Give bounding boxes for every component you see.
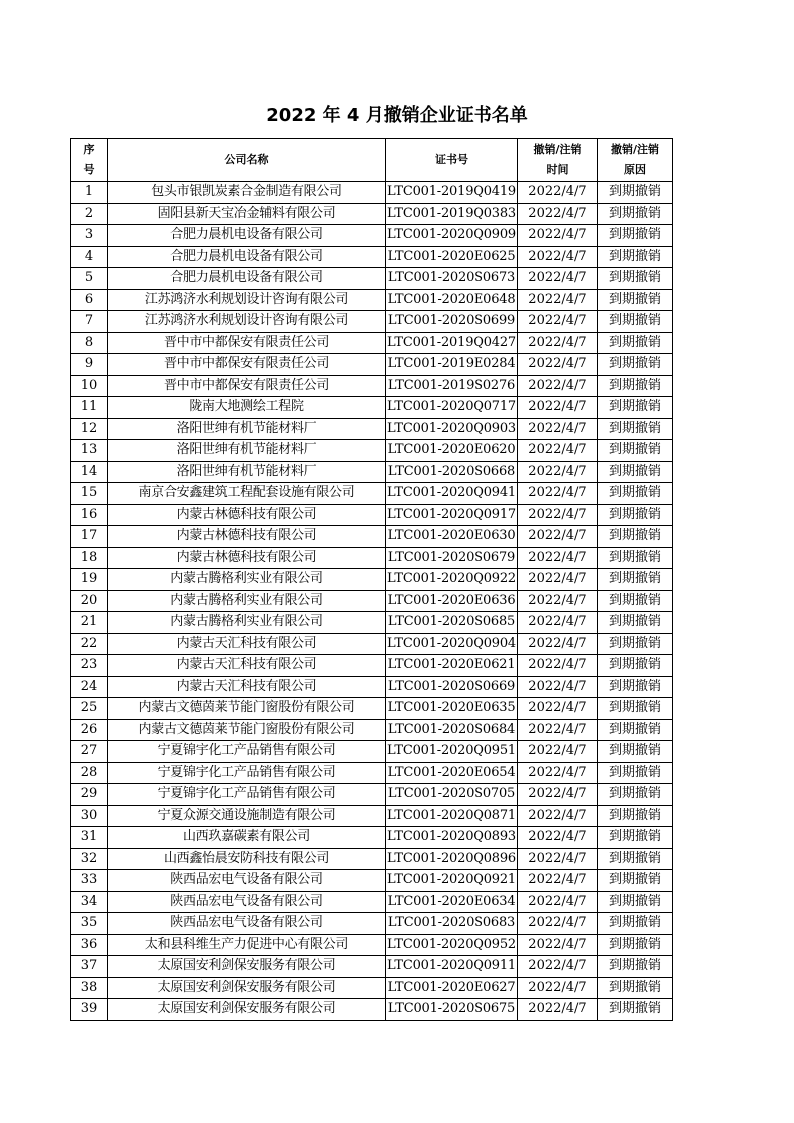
- table-row: [71, 246, 673, 268]
- cell-cert: LTC001-2020S0683: [386, 913, 518, 935]
- cell-reason: 到期撤销: [598, 311, 673, 333]
- cell-reason: 到期撤销: [598, 590, 673, 612]
- cell-company: 包头市银凯炭素合金制造有限公司: [108, 182, 386, 204]
- cell-reason: 到期撤销: [598, 934, 673, 956]
- table-row: [71, 762, 673, 784]
- cell-date: 2022/4/7: [518, 225, 598, 247]
- cell-seq: 36: [71, 934, 108, 956]
- cell-cert: LTC001-2019Q0419: [386, 182, 518, 204]
- cell-date: 2022/4/7: [518, 676, 598, 698]
- cell-date: 2022/4/7: [518, 827, 598, 849]
- cell-seq: 37: [71, 956, 108, 978]
- cell-company: 陇南大地测绘工程院: [108, 397, 386, 419]
- table-row: [71, 354, 673, 376]
- cell-seq: 7: [71, 311, 108, 333]
- cell-reason: 到期撤销: [598, 268, 673, 290]
- cell-date: 2022/4/7: [518, 633, 598, 655]
- table-row: [71, 655, 673, 677]
- cell-seq: 38: [71, 977, 108, 999]
- cell-seq: 1: [71, 182, 108, 204]
- table-row: [71, 676, 673, 698]
- cell-seq: 15: [71, 483, 108, 505]
- cell-date: 2022/4/7: [518, 741, 598, 763]
- cell-company: 晋中市中都保安有限责任公司: [108, 375, 386, 397]
- cell-seq: 30: [71, 805, 108, 827]
- cell-date: 2022/4/7: [518, 977, 598, 999]
- cell-date: 2022/4/7: [518, 762, 598, 784]
- cell-seq: 27: [71, 741, 108, 763]
- table-row: [71, 913, 673, 935]
- cell-seq: 5: [71, 268, 108, 290]
- table-row: [71, 590, 673, 612]
- cell-company: 山西玖嘉碳素有限公司: [108, 827, 386, 849]
- cell-reason: 到期撤销: [598, 805, 673, 827]
- cell-company: 宁夏锦宇化工产品销售有限公司: [108, 784, 386, 806]
- table-row: [71, 891, 673, 913]
- cell-cert: LTC001-2020E0634: [386, 891, 518, 913]
- cell-company: 内蒙古林德科技有限公司: [108, 526, 386, 548]
- cell-cert: LTC001-2020Q0952: [386, 934, 518, 956]
- cell-date: 2022/4/7: [518, 590, 598, 612]
- table-row: [71, 848, 673, 870]
- cell-reason: 到期撤销: [598, 741, 673, 763]
- cell-seq: 3: [71, 225, 108, 247]
- cell-date: 2022/4/7: [518, 655, 598, 677]
- cell-company: 陕西品宏电气设备有限公司: [108, 913, 386, 935]
- page-title: 2022 年 4 月撤销企业证书名单: [266, 105, 528, 126]
- cell-company: 山西鑫怡晨安防科技有限公司: [108, 848, 386, 870]
- cell-company: 内蒙古文德茵莱节能门窗股份有限公司: [108, 698, 386, 720]
- cell-reason: 到期撤销: [598, 784, 673, 806]
- cell-reason: 到期撤销: [598, 526, 673, 548]
- table-row: [71, 612, 673, 634]
- table-row: [71, 977, 673, 999]
- cell-seq: 9: [71, 354, 108, 376]
- cell-reason: 到期撤销: [598, 182, 673, 204]
- cell-cert: LTC001-2020S0668: [386, 461, 518, 483]
- cell-cert: LTC001-2020E0630: [386, 526, 518, 548]
- table-row: [71, 289, 673, 311]
- table-row: [71, 698, 673, 720]
- cell-company: 晋中市中都保安有限责任公司: [108, 354, 386, 376]
- cell-reason: 到期撤销: [598, 612, 673, 634]
- cell-seq: 6: [71, 289, 108, 311]
- cell-seq: 19: [71, 569, 108, 591]
- cell-seq: 28: [71, 762, 108, 784]
- cell-reason: 到期撤销: [598, 698, 673, 720]
- table-row: [71, 225, 673, 247]
- cell-cert: LTC001-2020E0636: [386, 590, 518, 612]
- table-row: [71, 569, 673, 591]
- cell-cert: LTC001-2020S0705: [386, 784, 518, 806]
- cell-seq: 13: [71, 440, 108, 462]
- cell-seq: 31: [71, 827, 108, 849]
- cell-cert: LTC001-2020E0625: [386, 246, 518, 268]
- cell-date: 2022/4/7: [518, 999, 598, 1021]
- cell-date: 2022/4/7: [518, 719, 598, 741]
- cell-date: 2022/4/7: [518, 547, 598, 569]
- cell-reason: 到期撤销: [598, 354, 673, 376]
- cell-reason: 到期撤销: [598, 891, 673, 913]
- cell-cert: LTC001-2020Q0917: [386, 504, 518, 526]
- cell-company: 内蒙古天汇科技有限公司: [108, 655, 386, 677]
- cell-cert: LTC001-2020S0685: [386, 612, 518, 634]
- cell-reason: 到期撤销: [598, 225, 673, 247]
- cell-seq: 18: [71, 547, 108, 569]
- cell-reason: 到期撤销: [598, 569, 673, 591]
- cell-date: 2022/4/7: [518, 311, 598, 333]
- cell-cert: LTC001-2020S0673: [386, 268, 518, 290]
- cell-reason: 到期撤销: [598, 676, 673, 698]
- cell-date: 2022/4/7: [518, 354, 598, 376]
- cell-seq: 35: [71, 913, 108, 935]
- cell-cert: LTC001-2020E0621: [386, 655, 518, 677]
- cell-date: 2022/4/7: [518, 805, 598, 827]
- cell-cert: LTC001-2020Q0871: [386, 805, 518, 827]
- table-row: [71, 719, 673, 741]
- table-row: [71, 784, 673, 806]
- cell-reason: 到期撤销: [598, 762, 673, 784]
- cell-date: 2022/4/7: [518, 504, 598, 526]
- cell-cert: LTC001-2019S0276: [386, 375, 518, 397]
- cell-seq: 17: [71, 526, 108, 548]
- table-row: [71, 418, 673, 440]
- cell-seq: 33: [71, 870, 108, 892]
- cell-seq: 2: [71, 203, 108, 225]
- cell-company: 内蒙古腾格利实业有限公司: [108, 569, 386, 591]
- cell-reason: 到期撤销: [598, 719, 673, 741]
- cell-seq: 4: [71, 246, 108, 268]
- table-row: [71, 440, 673, 462]
- cell-company: 内蒙古林德科技有限公司: [108, 547, 386, 569]
- cell-seq: 20: [71, 590, 108, 612]
- cell-seq: 12: [71, 418, 108, 440]
- cell-cert: LTC001-2020S0669: [386, 676, 518, 698]
- cell-reason: 到期撤销: [598, 246, 673, 268]
- table-row: [71, 397, 673, 419]
- cell-reason: 到期撤销: [598, 203, 673, 225]
- cell-reason: 到期撤销: [598, 332, 673, 354]
- table-row: [71, 461, 673, 483]
- cell-seq: 25: [71, 698, 108, 720]
- table-row: [71, 741, 673, 763]
- cell-reason: 到期撤销: [598, 956, 673, 978]
- cell-date: 2022/4/7: [518, 375, 598, 397]
- cell-company: 宁夏锦宇化工产品销售有限公司: [108, 762, 386, 784]
- table-row: [71, 268, 673, 290]
- cell-reason: 到期撤销: [598, 848, 673, 870]
- cell-date: 2022/4/7: [518, 784, 598, 806]
- cell-seq: 39: [71, 999, 108, 1021]
- cell-date: 2022/4/7: [518, 203, 598, 225]
- cell-cert: LTC001-2020S0679: [386, 547, 518, 569]
- header-date: 撤销/注销 时间: [518, 139, 598, 182]
- table-row: [71, 934, 673, 956]
- cell-company: 合肥力晨机电设备有限公司: [108, 225, 386, 247]
- cell-company: 内蒙古腾格利实业有限公司: [108, 590, 386, 612]
- revocation-table: [70, 138, 673, 1021]
- cell-date: 2022/4/7: [518, 956, 598, 978]
- cell-reason: 到期撤销: [598, 461, 673, 483]
- cell-reason: 到期撤销: [598, 375, 673, 397]
- cell-seq: 34: [71, 891, 108, 913]
- cell-company: 太和县科维生产力促进中心有限公司: [108, 934, 386, 956]
- cell-reason: 到期撤销: [598, 999, 673, 1021]
- cell-seq: 21: [71, 612, 108, 634]
- cell-date: 2022/4/7: [518, 891, 598, 913]
- cell-company: 洛阳世绅有机节能材料厂: [108, 461, 386, 483]
- cell-company: 江苏鸿济水利规划设计咨询有限公司: [108, 311, 386, 333]
- table-row: [71, 956, 673, 978]
- cell-company: 太原国安利剑保安服务有限公司: [108, 956, 386, 978]
- table-row: [71, 311, 673, 333]
- table-row: [71, 827, 673, 849]
- table-row: [71, 504, 673, 526]
- cell-cert: LTC001-2020S0675: [386, 999, 518, 1021]
- cell-seq: 11: [71, 397, 108, 419]
- cell-date: 2022/4/7: [518, 483, 598, 505]
- table-row: [71, 870, 673, 892]
- cell-seq: 14: [71, 461, 108, 483]
- cell-date: 2022/4/7: [518, 526, 598, 548]
- cell-cert: LTC001-2020E0620: [386, 440, 518, 462]
- cell-date: 2022/4/7: [518, 569, 598, 591]
- cell-seq: 24: [71, 676, 108, 698]
- table-row: [71, 547, 673, 569]
- table-header-row: [71, 139, 673, 182]
- cell-reason: 到期撤销: [598, 633, 673, 655]
- cell-reason: 到期撤销: [598, 504, 673, 526]
- cell-cert: LTC001-2019Q0427: [386, 332, 518, 354]
- cell-date: 2022/4/7: [518, 289, 598, 311]
- table-row: [71, 526, 673, 548]
- cell-seq: 22: [71, 633, 108, 655]
- table-row: [71, 633, 673, 655]
- header-reason: 撤销/注销 原因: [598, 139, 673, 182]
- header-seq: 序 号: [71, 139, 108, 182]
- cell-company: 洛阳世绅有机节能材料厂: [108, 440, 386, 462]
- cell-company: 洛阳世绅有机节能材料厂: [108, 418, 386, 440]
- cell-company: 晋中市中都保安有限责任公司: [108, 332, 386, 354]
- cell-date: 2022/4/7: [518, 332, 598, 354]
- cell-cert: LTC001-2020S0699: [386, 311, 518, 333]
- table-row: [71, 483, 673, 505]
- cell-seq: 32: [71, 848, 108, 870]
- cell-cert: LTC001-2020Q0904: [386, 633, 518, 655]
- cell-seq: 29: [71, 784, 108, 806]
- cell-cert: LTC001-2020S0684: [386, 719, 518, 741]
- cell-seq: 16: [71, 504, 108, 526]
- cell-date: 2022/4/7: [518, 440, 598, 462]
- cell-reason: 到期撤销: [598, 827, 673, 849]
- cell-company: 合肥力晨机电设备有限公司: [108, 268, 386, 290]
- cell-cert: LTC001-2020Q0903: [386, 418, 518, 440]
- cell-seq: 10: [71, 375, 108, 397]
- cell-cert: LTC001-2019Q0383: [386, 203, 518, 225]
- cell-reason: 到期撤销: [598, 977, 673, 999]
- cell-company: 陕西品宏电气设备有限公司: [108, 870, 386, 892]
- table-row: [71, 332, 673, 354]
- cell-company: 内蒙古林德科技有限公司: [108, 504, 386, 526]
- cell-cert: LTC001-2019E0284: [386, 354, 518, 376]
- cell-date: 2022/4/7: [518, 397, 598, 419]
- cell-company: 太原国安利剑保安服务有限公司: [108, 999, 386, 1021]
- cell-company: 江苏鸿济水利规划设计咨询有限公司: [108, 289, 386, 311]
- cell-company: 南京合安鑫建筑工程配套设施有限公司: [108, 483, 386, 505]
- cell-cert: LTC001-2020E0635: [386, 698, 518, 720]
- cell-seq: 23: [71, 655, 108, 677]
- cell-company: 内蒙古腾格利实业有限公司: [108, 612, 386, 634]
- cell-cert: LTC001-2020Q0717: [386, 397, 518, 419]
- cell-reason: 到期撤销: [598, 418, 673, 440]
- cell-reason: 到期撤销: [598, 547, 673, 569]
- cell-company: 合肥力晨机电设备有限公司: [108, 246, 386, 268]
- cell-cert: LTC001-2020Q0896: [386, 848, 518, 870]
- cell-company: 陕西品宏电气设备有限公司: [108, 891, 386, 913]
- cell-company: 太原国安利剑保安服务有限公司: [108, 977, 386, 999]
- cell-cert: LTC001-2020Q0951: [386, 741, 518, 763]
- table-row: [71, 999, 673, 1021]
- cell-date: 2022/4/7: [518, 848, 598, 870]
- cell-cert: LTC001-2020Q0922: [386, 569, 518, 591]
- cell-date: 2022/4/7: [518, 913, 598, 935]
- cell-cert: LTC001-2020Q0921: [386, 870, 518, 892]
- table-row: [71, 203, 673, 225]
- table-row: [71, 182, 673, 204]
- cell-reason: 到期撤销: [598, 397, 673, 419]
- cell-company: 内蒙古天汇科技有限公司: [108, 676, 386, 698]
- cell-cert: LTC001-2020Q0911: [386, 956, 518, 978]
- cell-seq: 26: [71, 719, 108, 741]
- cell-cert: LTC001-2020E0654: [386, 762, 518, 784]
- cell-company: 宁夏锦宇化工产品销售有限公司: [108, 741, 386, 763]
- header-company: 公司名称: [108, 139, 386, 182]
- cell-company: 宁夏众源交通设施制造有限公司: [108, 805, 386, 827]
- table-row: [71, 375, 673, 397]
- cell-cert: LTC001-2020Q0893: [386, 827, 518, 849]
- cell-cert: LTC001-2020Q0941: [386, 483, 518, 505]
- cell-reason: 到期撤销: [598, 440, 673, 462]
- table-row: [71, 805, 673, 827]
- cell-company: 固阳县新天宝冶金辅料有限公司: [108, 203, 386, 225]
- cell-company: 内蒙古文德茵莱节能门窗股份有限公司: [108, 719, 386, 741]
- cell-reason: 到期撤销: [598, 289, 673, 311]
- cell-date: 2022/4/7: [518, 698, 598, 720]
- cell-date: 2022/4/7: [518, 268, 598, 290]
- cell-date: 2022/4/7: [518, 418, 598, 440]
- cell-cert: LTC001-2020E0627: [386, 977, 518, 999]
- cell-reason: 到期撤销: [598, 913, 673, 935]
- cell-cert: LTC001-2020E0648: [386, 289, 518, 311]
- header-cert: 证书号: [386, 139, 518, 182]
- cell-seq: 8: [71, 332, 108, 354]
- cell-cert: LTC001-2020Q0909: [386, 225, 518, 247]
- cell-company: 内蒙古天汇科技有限公司: [108, 633, 386, 655]
- cell-reason: 到期撤销: [598, 655, 673, 677]
- cell-date: 2022/4/7: [518, 612, 598, 634]
- cell-date: 2022/4/7: [518, 934, 598, 956]
- cell-reason: 到期撤销: [598, 483, 673, 505]
- cell-date: 2022/4/7: [518, 182, 598, 204]
- cell-date: 2022/4/7: [518, 246, 598, 268]
- cell-reason: 到期撤销: [598, 870, 673, 892]
- cell-date: 2022/4/7: [518, 461, 598, 483]
- cell-date: 2022/4/7: [518, 870, 598, 892]
